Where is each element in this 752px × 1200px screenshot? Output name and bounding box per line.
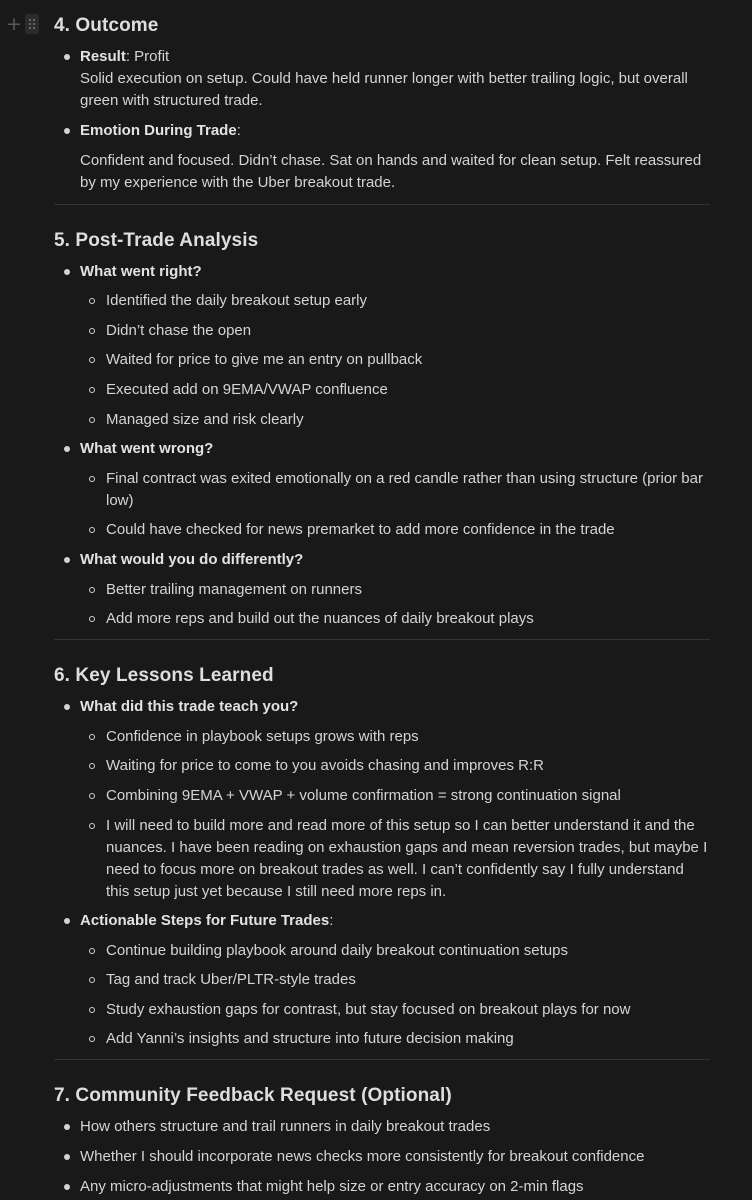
sub-list-item[interactable]: Identified the daily breakout setup early xyxy=(80,290,710,312)
list-item[interactable]: How others structure and trail runners in daily breakout trades xyxy=(54,1116,710,1138)
group-label-suffix: : xyxy=(329,912,334,930)
emotion-label: Emotion During Trade xyxy=(80,121,237,139)
drag-handle-icon[interactable] xyxy=(25,14,39,34)
sub-list-item[interactable]: Could have checked for news premarket to add more confidence in the trade xyxy=(80,519,710,541)
group-label: What went right? xyxy=(80,262,202,280)
lessons-list xyxy=(54,688,710,1050)
sub-list-item[interactable]: Waiting for price to come to you avoids chasing and improves R:R xyxy=(80,755,710,777)
heading-lessons[interactable]: 6. Key Lessons Learned xyxy=(54,665,274,687)
heading-outcome[interactable]: 4. Outcome xyxy=(54,15,159,36)
sub-list xyxy=(80,726,710,903)
sub-list-item[interactable]: Add more reps and build out the nuances of daily breakout plays xyxy=(80,608,710,630)
sub-list xyxy=(80,940,710,1051)
list-item-do-differently[interactable] xyxy=(54,549,710,630)
outcome-list xyxy=(54,38,710,194)
list-item-emotion[interactable] xyxy=(54,120,710,194)
sub-list-item[interactable]: Tag and track Uber/PLTR-style trades xyxy=(80,969,710,991)
sub-list-item[interactable]: Continue building playbook around daily breakout continuation setups xyxy=(80,940,710,962)
sub-list xyxy=(80,468,710,542)
list-item[interactable]: Whether I should incorporate news checks more consistently for breakout confidence xyxy=(54,1146,710,1168)
section-feedback xyxy=(54,1060,710,1197)
list-item-went-wrong[interactable] xyxy=(54,438,710,541)
page-content xyxy=(54,0,710,1198)
emotion-colon: : xyxy=(236,121,241,139)
group-label: Actionable Steps for Future Trades xyxy=(80,912,330,930)
sub-list-item[interactable]: Executed add on 9EMA/VWAP confluence xyxy=(80,379,710,401)
sub-list-item[interactable]: Managed size and risk clearly xyxy=(80,409,710,431)
list-item-went-right[interactable] xyxy=(54,261,710,431)
group-label: What went wrong? xyxy=(80,440,214,458)
section-lessons xyxy=(54,640,710,1060)
list-item-teach[interactable] xyxy=(54,696,710,902)
group-label: What did this trade teach you? xyxy=(80,698,299,716)
sub-list-item[interactable]: Better trailing management on runners xyxy=(80,579,710,601)
sub-list-item[interactable]: Study exhaustion gaps for contrast, but stay focused on breakout plays for now xyxy=(80,999,710,1021)
list-item[interactable]: Any micro-adjustments that might help size or entry accuracy on 2-min flags xyxy=(54,1176,710,1198)
sub-list xyxy=(80,579,710,631)
list-item-result[interactable] xyxy=(54,46,710,112)
sub-list-item[interactable]: Didn’t chase the open xyxy=(80,320,710,342)
result-note: Solid execution on setup. Could have held runner longer with better trailing logic, but overall green with structured trade. xyxy=(80,70,688,109)
sub-list-item[interactable]: Final contract was exited emotionally on a red candle rather than using structure (prior bar low) xyxy=(80,468,710,512)
feedback-list xyxy=(54,1108,710,1197)
block-handles xyxy=(6,14,39,34)
sub-list-item[interactable]: Confidence in playbook setups grows with reps xyxy=(80,726,710,748)
group-label: What would you do differently? xyxy=(80,550,304,568)
add-block-icon[interactable]: + xyxy=(6,13,22,35)
sub-list-item[interactable]: Waited for price to give me an entry on pullback xyxy=(80,349,710,371)
post-trade-list xyxy=(54,253,710,631)
drag-dots-icon xyxy=(28,18,36,30)
result-label: Result xyxy=(80,48,126,65)
section-outcome xyxy=(54,0,710,205)
heading-feedback[interactable]: 7. Community Feedback Request (Optional) xyxy=(54,1085,452,1107)
sub-list-item[interactable]: I will need to build more and read more of this setup so I can better understand it and the nuances. I have been reading on exhaustion gaps and mean reversion trades, but maybe I need to focus more on breakout trades as well. I can’t confidently say I fully understand this setup just yet because I still need more reps in. xyxy=(80,815,710,903)
sub-list-item[interactable]: Combining 9EMA + VWAP + volume confirmation = strong continuation signal xyxy=(80,785,710,807)
list-item-actionable[interactable] xyxy=(54,910,710,1050)
result-value: : Profit xyxy=(125,48,170,65)
sub-list-item[interactable]: Add Yanni’s insights and structure into future decision making xyxy=(80,1028,710,1050)
emotion-note: Confident and focused. Didn’t chase. Sat on hands and waited for clean setup. Felt reassured by my experience with the Uber breakout trade. xyxy=(80,151,702,191)
section-post-trade xyxy=(54,205,710,641)
sub-list xyxy=(80,290,710,430)
heading-post-trade[interactable]: 5. Post-Trade Analysis xyxy=(54,229,259,251)
